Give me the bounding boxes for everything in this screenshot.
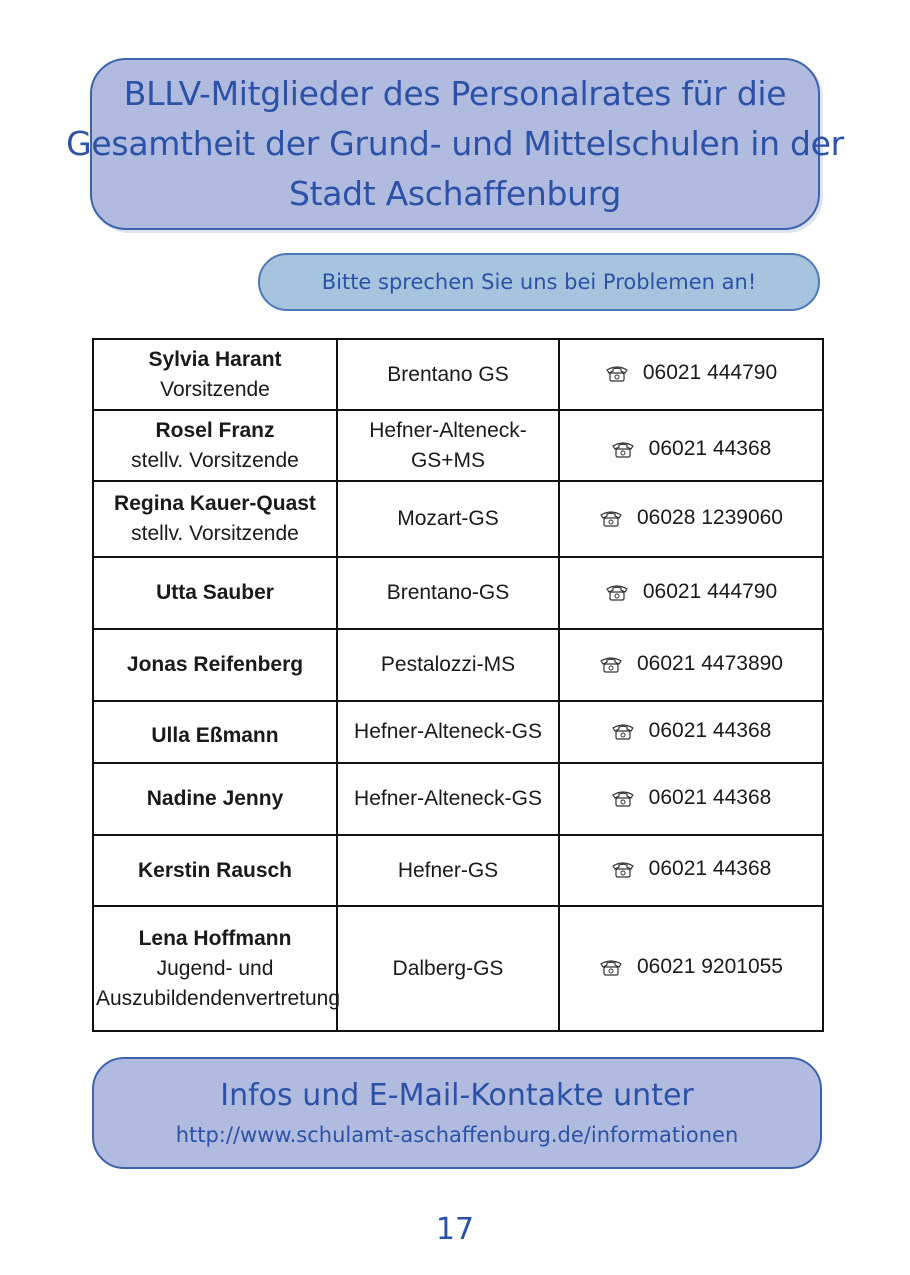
subtitle-text: Bitte sprechen Sie uns bei Problemen an! xyxy=(321,270,757,294)
phone-number: 06021 9201055 xyxy=(637,955,783,978)
footer-title: Infos und E-Mail-Kontakte unter xyxy=(220,1078,694,1113)
telephone-icon xyxy=(599,655,623,673)
school-cell: Pestalozzi-MS xyxy=(337,629,559,701)
person-name: Ulla Eßmann xyxy=(151,724,279,747)
person-name: Sylvia Harant xyxy=(148,347,282,371)
table-row xyxy=(93,481,823,557)
phone-number: 06021 44368 xyxy=(648,718,772,742)
telephone-icon xyxy=(599,958,623,976)
name-cell xyxy=(93,481,337,557)
table-row xyxy=(93,763,823,835)
name-cell xyxy=(93,701,337,763)
telephone-icon xyxy=(605,583,629,601)
name-cell xyxy=(93,629,337,701)
phone-cell xyxy=(559,906,823,1031)
telephone-icon xyxy=(599,509,623,527)
person-role: stellv. Vorsitzende xyxy=(131,448,299,472)
table-row xyxy=(93,835,823,906)
person-role: Vorsitzende xyxy=(160,377,270,401)
table-row xyxy=(93,701,823,763)
name-cell xyxy=(93,835,337,906)
header-title-box xyxy=(66,58,844,230)
header-title-line-1: BLLV-Mitglieder des Personalrates für die xyxy=(123,74,787,113)
person-name: Lena Hoffmann xyxy=(138,926,292,950)
table-row xyxy=(93,906,823,1031)
person-name: Rosel Franz xyxy=(155,418,275,442)
telephone-icon xyxy=(611,440,635,458)
phone-number: 06021 444790 xyxy=(642,579,778,603)
header-title-line-2: Gesamtheit der Grund- und Mittelschulen in der xyxy=(66,124,844,163)
phone-number: 06021 44368 xyxy=(648,785,772,809)
person-name: Regina Kauer-Quast xyxy=(114,492,316,515)
phone-cell xyxy=(559,629,823,701)
phone-cell xyxy=(559,557,823,629)
phone-number: 06021 44368 xyxy=(648,437,772,460)
phone-number: 06021 44368 xyxy=(648,857,772,880)
subtitle-box xyxy=(258,253,820,311)
telephone-icon xyxy=(605,364,629,382)
school-cell: Hefner-GS xyxy=(337,835,559,906)
name-cell xyxy=(93,557,337,629)
phone-cell xyxy=(559,835,823,906)
phone-cell xyxy=(559,481,823,557)
phone-cell xyxy=(559,763,823,835)
name-cell xyxy=(93,906,341,1031)
phone-cell xyxy=(559,339,823,410)
phone-number: 06028 1239060 xyxy=(637,505,783,529)
school-cell: Brentano-GS xyxy=(337,557,559,629)
school-cell: Mozart-GS xyxy=(337,481,559,557)
telephone-icon xyxy=(611,789,635,807)
person-name: Jonas Reifenberg xyxy=(126,653,304,676)
phone-number: 06021 444790 xyxy=(642,361,778,384)
table-row xyxy=(93,339,823,410)
telephone-icon xyxy=(611,722,635,740)
table-row xyxy=(93,410,823,481)
contacts-table xyxy=(92,338,824,1032)
phone-number: 06021 4473890 xyxy=(637,651,783,675)
school-name: Hefner-Alteneck-GS+MS xyxy=(369,418,527,472)
person-name: Kerstin Rausch xyxy=(137,858,293,882)
school-cell: Hefner-Alteneck-GS xyxy=(337,763,559,835)
school-cell: Brentano GS xyxy=(337,339,559,410)
header-title-line-3: Stadt Aschaffenburg xyxy=(288,174,622,213)
table-row xyxy=(93,629,823,701)
phone-cell xyxy=(559,410,823,481)
school-cell xyxy=(337,410,559,481)
person-role: Jugend- und Auszubildendenvertretung xyxy=(96,956,341,1010)
person-name: Nadine Jenny xyxy=(146,787,284,810)
phone-cell xyxy=(559,701,823,763)
school-cell: Dalberg-GS xyxy=(337,906,559,1031)
telephone-icon xyxy=(611,860,635,878)
name-cell xyxy=(93,339,337,410)
person-name: Utta Sauber xyxy=(156,581,274,604)
footer-info-box xyxy=(92,1057,822,1169)
name-cell xyxy=(93,763,337,835)
school-cell: Hefner-Alteneck-GS xyxy=(337,701,559,763)
name-cell xyxy=(93,410,337,481)
footer-url-link[interactable]: http://www.schulamt-aschaffenburg.de/informationen xyxy=(175,1123,739,1147)
table-row xyxy=(93,557,823,629)
page-number: 17 xyxy=(435,1212,475,1247)
person-role: stellv. Vorsitzende xyxy=(131,522,299,545)
